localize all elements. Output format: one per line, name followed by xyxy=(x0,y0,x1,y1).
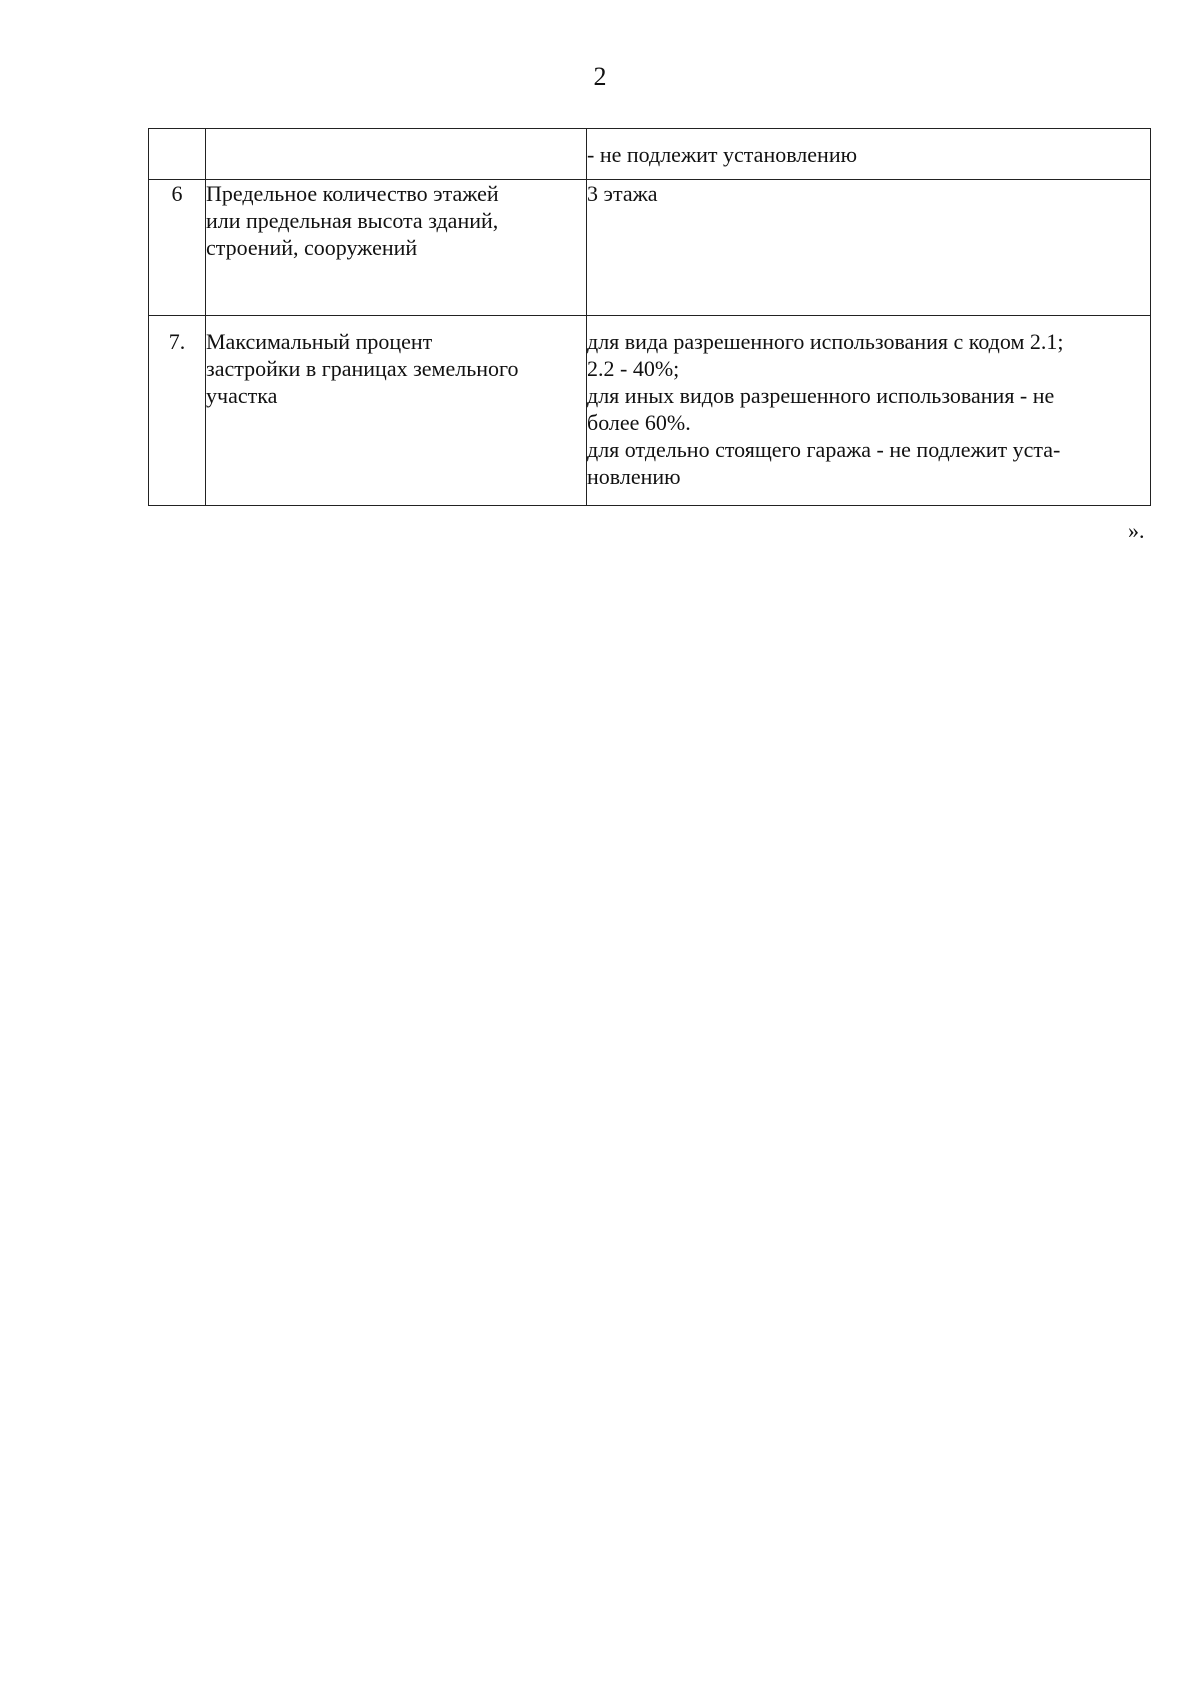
row-number: 6 xyxy=(149,180,206,316)
value-line: - не подлежит установлению xyxy=(587,142,858,167)
name-line: Максимальный процент xyxy=(206,329,433,354)
page-number: 2 xyxy=(593,62,607,91)
table-row xyxy=(149,316,1151,506)
parameter-value xyxy=(587,180,1151,316)
closing-quote-mark: ». xyxy=(1128,518,1145,543)
name-line: или предельная высота зданий, xyxy=(206,208,499,233)
table-row xyxy=(149,180,1151,316)
row-number: 7. xyxy=(149,316,206,506)
value-line: для вида разрешенного использования с кодом 2.1; xyxy=(587,329,1064,354)
parameter-value xyxy=(587,316,1151,506)
name-line: Предельное количество этажей xyxy=(206,181,499,206)
parameter-name xyxy=(206,180,587,316)
regulations-table xyxy=(148,128,1151,506)
value-line: для отдельно стоящего гаража - не подлежит уста- xyxy=(587,437,1061,462)
value-line: для иных видов разрешенного использования - не xyxy=(587,383,1055,408)
parameter-name xyxy=(206,316,587,506)
name-line: участка xyxy=(206,383,278,408)
name-line: застройки в границах земельного xyxy=(206,356,519,381)
value-line: новлению xyxy=(587,464,681,489)
row-number xyxy=(149,129,206,180)
table-row xyxy=(149,129,1151,180)
value-line: 3 этажа xyxy=(587,181,658,206)
value-line: 2.2 - 40%; xyxy=(587,356,680,381)
parameter-name xyxy=(206,129,587,180)
name-line: строений, сооружений xyxy=(206,235,418,260)
parameter-value xyxy=(587,129,1151,180)
value-line: более 60%. xyxy=(587,410,691,435)
